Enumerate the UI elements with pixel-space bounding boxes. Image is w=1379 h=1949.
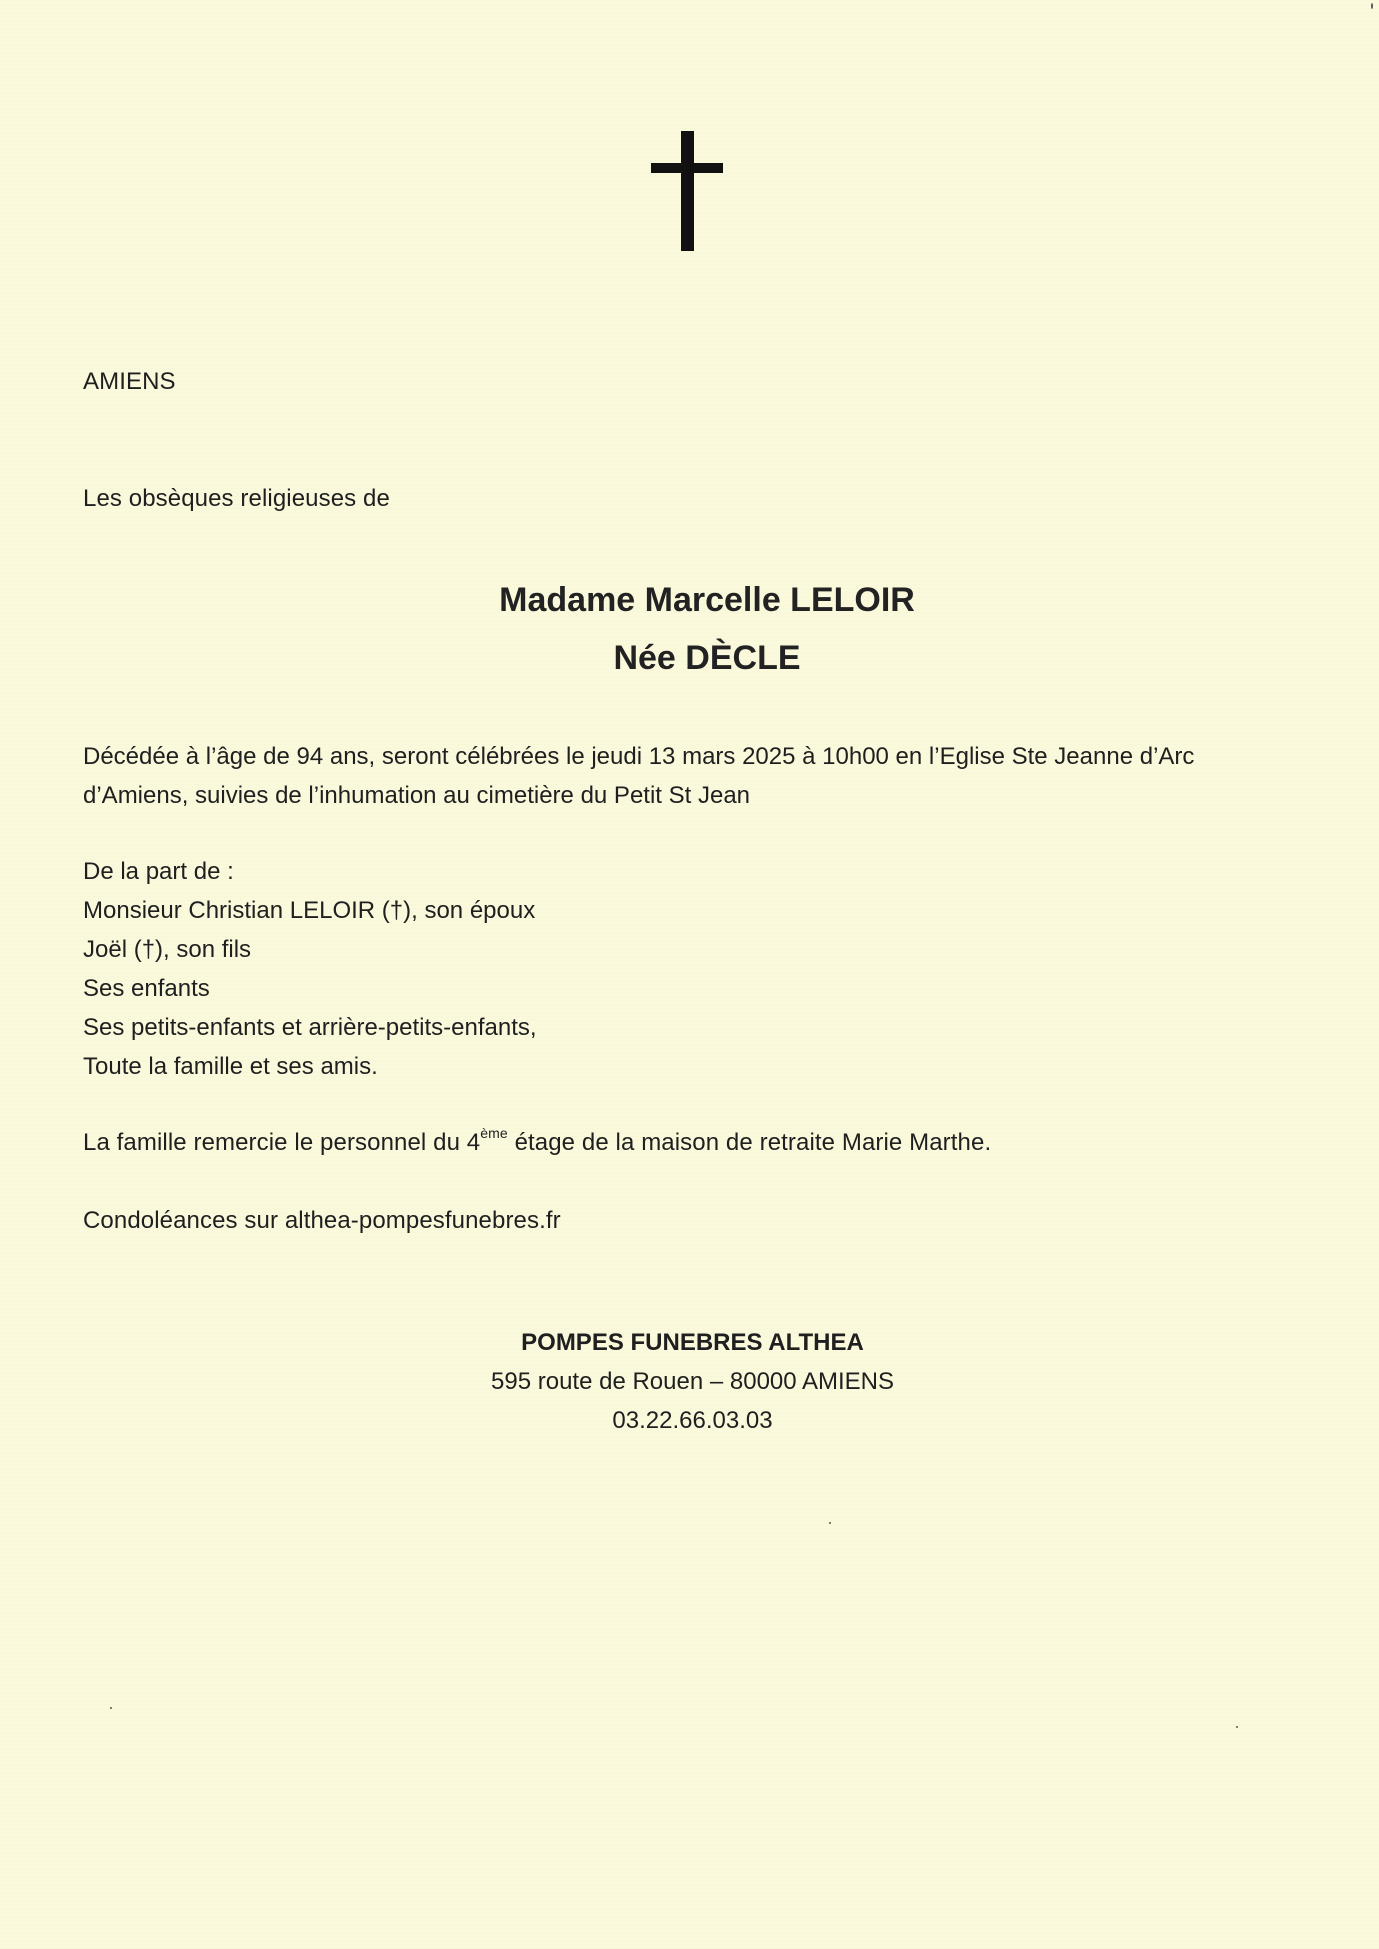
funeral-home-footer <box>0 1323 1379 1440</box>
ceremony-details-line-2: d’Amiens, suivies de l’inhumation au cimetière du Petit St Jean <box>83 782 751 809</box>
ceremony-details-line-1: Décédée à l’âge de 94 ans, seront célébrées le jeudi 13 mars 2025 à 10h00 en l’Eglise Ste Jeanne d’Arc <box>83 743 1195 770</box>
family-header: De la part de : <box>83 858 234 885</box>
family-item: Toute la famille et ses amis. <box>83 1053 378 1080</box>
scan-speck <box>110 1707 112 1709</box>
thanks-text <box>83 1125 992 1160</box>
funeral-home-address: 595 route de Rouen – 80000 AMIENS <box>491 1368 894 1395</box>
family-item: Joël (†), son fils <box>83 936 252 963</box>
city-heading: AMIENS <box>83 368 176 395</box>
deceased-name: Madame Marcelle LELOIR <box>499 581 915 619</box>
scan-speck <box>1236 1726 1238 1728</box>
scan-speck <box>1371 3 1373 9</box>
cross-icon <box>651 131 723 251</box>
family-item: Ses petits-enfants et arrière-petits-enfants, <box>83 1014 537 1041</box>
ceremony-details <box>83 737 1323 815</box>
thanks-superscript: ème <box>480 1125 508 1141</box>
condolences-text: Condoléances sur althea-pompesfunebres.fr <box>83 1207 561 1234</box>
intro-text: Les obsèques religieuses de <box>83 485 390 512</box>
family-list <box>83 852 537 1086</box>
thanks-text-end: étage de la maison de retraite Marie Marthe. <box>507 1129 992 1156</box>
family-item: Monsieur Christian LELOIR (†), son époux <box>83 897 536 924</box>
scan-speck <box>829 1522 831 1524</box>
maiden-name: Née DÈCLE <box>613 639 801 677</box>
funeral-home-phone: 03.22.66.03.03 <box>612 1407 773 1434</box>
thanks-text-start: La famille remercie le personnel du 4 <box>83 1129 481 1156</box>
funeral-home-name: POMPES FUNEBRES ALTHEA <box>521 1329 864 1356</box>
family-item: Ses enfants <box>83 975 210 1002</box>
